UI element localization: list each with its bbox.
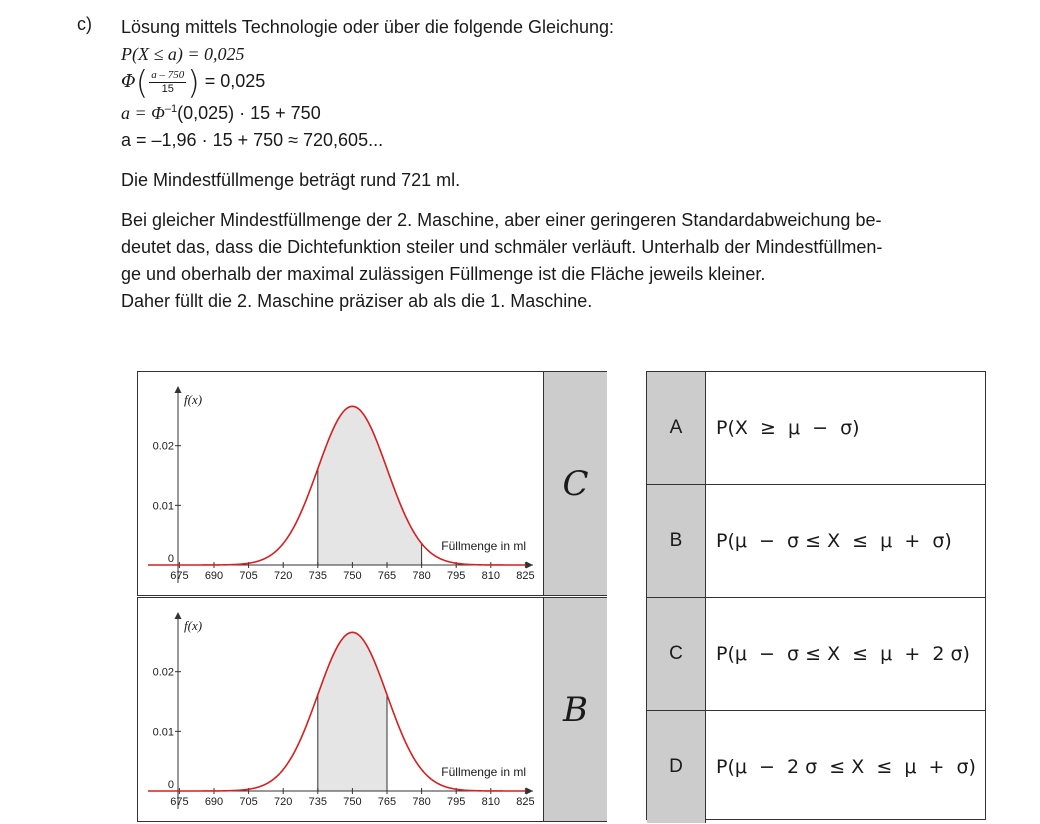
choice-expression: P(μ − σ ≤ X ≤ μ + σ) [716,530,952,552]
graph-panel-1 [137,371,607,596]
x-tick-label: 705 [239,796,258,808]
x-tick-label: 825 [516,796,535,808]
x-tick-label: 765 [377,796,397,808]
answer-cell-1 [543,372,607,595]
choice-key: C [647,598,706,710]
answer-letter-2: B [563,689,588,730]
choice-key: B [647,485,706,597]
inverse-superscript: –1 [164,102,178,115]
x-tick-label: 690 [204,796,224,808]
x-tick-label: 720 [274,796,293,808]
equation-2-rhs: = 0,025 [204,71,266,91]
y-tick-label: 0 [167,779,174,791]
density-chart-2 [138,598,543,821]
choice-row-d [647,711,985,823]
choice-expression: P(X ≥ μ − σ) [716,417,860,439]
shaded-area [318,632,387,791]
x-tick-label: 795 [447,570,466,582]
fraction-denominator: 15 [161,82,174,95]
choice-key: D [647,711,706,823]
x-axis-arrow [526,562,533,569]
y-axis-arrow [175,386,182,393]
solution-block [121,14,1001,315]
fraction-numerator: a – 750 [151,68,185,81]
y-tick-label: 0.02 [152,440,174,453]
equation-4: a = –1,96 · 15 + 750 ≈ 720,605... [121,129,384,150]
explanation-line: deutet das, dass die Dichtefunktion steiler und schmäler verläuft. Unterhalb der Mindestfüllmen- [121,236,883,257]
x-tick-label: 825 [516,570,535,582]
x-tick-label: 675 [170,796,189,808]
choice-row-a [647,372,985,485]
equation-1: P(X ≤ a) = 0,025 [121,44,245,64]
solution-letter: c) [77,14,92,34]
x-tick-label: 705 [239,570,258,582]
x-tick-label: 690 [204,570,224,582]
x-tick-label: 795 [447,796,466,808]
x-axis-arrow [526,788,533,795]
choice-key: A [647,372,706,484]
x-tick-label: 735 [308,796,327,808]
y-tick-label: 0.01 [152,500,174,513]
answer-cell-2 [543,598,607,821]
answer-letter-1: C [562,463,589,504]
x-tick-label: 780 [412,796,431,808]
x-tick-label: 735 [308,570,327,582]
x-tick-label: 810 [481,570,500,582]
x-axis-label: Füllmenge in ml [441,765,526,779]
x-tick-label: 720 [274,570,293,582]
phi-symbol: Φ [121,71,136,92]
y-axis-label: f(x) [184,618,203,633]
explanation-paragraph [121,207,1001,315]
density-chart-1 [138,372,543,595]
y-tick-label: 0.02 [152,666,174,679]
graph-panel-2 [137,597,607,822]
fraction [149,69,186,96]
y-axis-label: f(x) [184,392,203,407]
equation-3-lhs: a = Φ [121,102,165,123]
equation-3-rhs: (0,025) · 15 + 750 [177,102,321,123]
explanation-line: Daher füllt die 2. Maschine präziser ab als die 1. Maschine. [121,290,593,311]
x-tick-label: 780 [412,570,431,582]
explanation-line: ge und oberhalb der maximal zulässigen Füllmenge ist die Fläche jeweils kleiner. [121,263,766,284]
y-tick-label: 0 [167,553,174,565]
x-tick-label: 765 [377,570,397,582]
choice-expression: P(μ − σ ≤ X ≤ μ + 2 σ) [716,643,970,665]
explanation-line: Bei gleicher Mindestfüllmenge der 2. Maschine, aber einer geringeren Standardabweichung be- [121,209,882,230]
x-tick-label: 810 [481,796,500,808]
x-tick-label: 750 [343,570,362,582]
equation-2: Φ( $\frac{a - 750}{15}$ ) = 0,025 [121,63,266,102]
result-sentence: Die Mindestfüllmenge beträgt rund 721 ml. [121,169,461,190]
x-tick-label: 675 [170,570,189,582]
choice-row-b [647,485,985,598]
y-axis-arrow [175,612,182,619]
solution-intro: Lösung mittels Technologie oder über die folgende Gleichung: [121,17,615,37]
x-tick-label: 750 [343,796,362,808]
choice-table [646,371,986,820]
choice-expression: P(μ − 2 σ ≤ X ≤ μ + σ) [716,756,976,778]
x-axis-label: Füllmenge in ml [441,539,526,553]
y-tick-label: 0.01 [152,726,174,739]
choice-row-c [647,598,985,711]
equation-3 [121,96,1001,127]
